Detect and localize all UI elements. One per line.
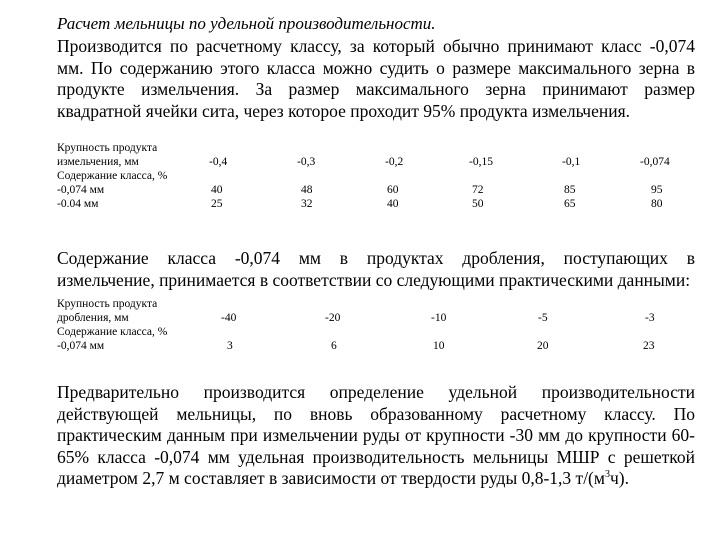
row-label: -0,074 мм <box>57 340 105 352</box>
table-row <box>57 297 697 311</box>
value-cell: 72 <box>472 184 484 196</box>
paragraph-line: 65% класса -0,074 мм удельная производительность мельницы МШР с решеткой <box>57 446 695 467</box>
size-cell: -40 <box>221 312 237 324</box>
value-cell: 85 <box>564 184 576 196</box>
table-row <box>57 155 697 169</box>
paragraph-line: Производится по расчетному классу, за который обычно принимают класс -0,074 <box>57 36 695 56</box>
superscript: 3 <box>604 469 610 481</box>
size-cell: -0,3 <box>297 156 316 168</box>
value-cell: 25 <box>211 198 223 210</box>
table-row <box>57 197 697 211</box>
table-row <box>57 325 697 339</box>
size-cell: -20 <box>325 312 341 324</box>
row-label: Содержание класса, % <box>57 326 168 338</box>
value-cell: 6 <box>331 340 337 352</box>
size-cell: -0,4 <box>209 156 228 168</box>
size-cell: -0,15 <box>469 156 493 168</box>
grinding-table <box>57 141 697 211</box>
paragraph-line: действующей мельницы, по вновь образованному расчетному классу. По <box>57 403 695 424</box>
size-cell: -0,1 <box>562 156 581 168</box>
table-row <box>57 183 697 197</box>
text-segment: ч). <box>609 468 629 488</box>
paragraph-line: Предварительно производится определение удельной производительности <box>57 382 695 402</box>
table-row <box>57 141 697 155</box>
paragraph-line: квадратной ячейки сита, через которое проходит 95% продукта измельчения. <box>57 100 631 121</box>
value-cell: 95 <box>651 184 663 196</box>
paragraph-line: продукте измельчения. За размер максимального зерна принимают размер <box>57 79 695 99</box>
crushing-table <box>57 297 697 353</box>
value-cell: 32 <box>301 198 313 210</box>
value-cell: 40 <box>387 198 399 210</box>
row-label: -0.04 мм <box>57 198 99 210</box>
row-label: -0,074 мм <box>57 184 105 196</box>
text-segment: диаметром 2,7 м составляет в зависимости от твердости руды 0,8-1,3 т/(м <box>57 468 605 488</box>
value-cell: 10 <box>433 340 445 352</box>
paragraph-line: измельчение, принимается в соответствии со следующими практическими данными: <box>57 269 691 290</box>
value-cell: 23 <box>643 340 655 352</box>
page-title: Расчет мельницы по удельной производительности. <box>57 14 436 33</box>
value-cell: 60 <box>387 184 399 196</box>
value-cell: 20 <box>537 340 549 352</box>
table-row <box>57 311 697 325</box>
paragraph-2 <box>57 248 695 291</box>
value-cell: 40 <box>211 184 223 196</box>
paragraph-1 <box>57 36 695 122</box>
row-label: Содержание класса, % <box>57 170 168 182</box>
value-cell: 80 <box>651 198 663 210</box>
value-cell: 50 <box>472 198 484 210</box>
size-cell: -3 <box>645 312 655 324</box>
row-label: дробления, мм <box>57 312 129 324</box>
size-cell: -0,2 <box>385 156 404 168</box>
paragraph-line: практическим данным при измельчении руды от крупности -30 мм до крупности 60- <box>57 425 695 445</box>
table-row <box>57 339 697 353</box>
row-label: Крупность продукта <box>57 142 158 154</box>
value-cell: 48 <box>301 184 313 196</box>
value-cell: 65 <box>564 198 576 210</box>
size-cell: -5 <box>538 312 548 324</box>
value-cell: 3 <box>227 340 233 352</box>
size-cell: -0,074 <box>640 156 670 168</box>
paragraph-last-line <box>57 468 695 490</box>
row-label: измельчения, мм <box>57 156 139 168</box>
size-cell: -10 <box>431 312 447 324</box>
table-row <box>57 169 697 183</box>
row-label: Крупность продукта <box>57 298 158 310</box>
paragraph-3 <box>57 382 695 490</box>
paragraph-line: Содержание класса -0,074 мм в продуктах дробления, поступающих в <box>57 248 695 268</box>
paragraph-line: мм. По содержанию этого класса можно судить о размере максимального зерна в <box>57 57 695 78</box>
